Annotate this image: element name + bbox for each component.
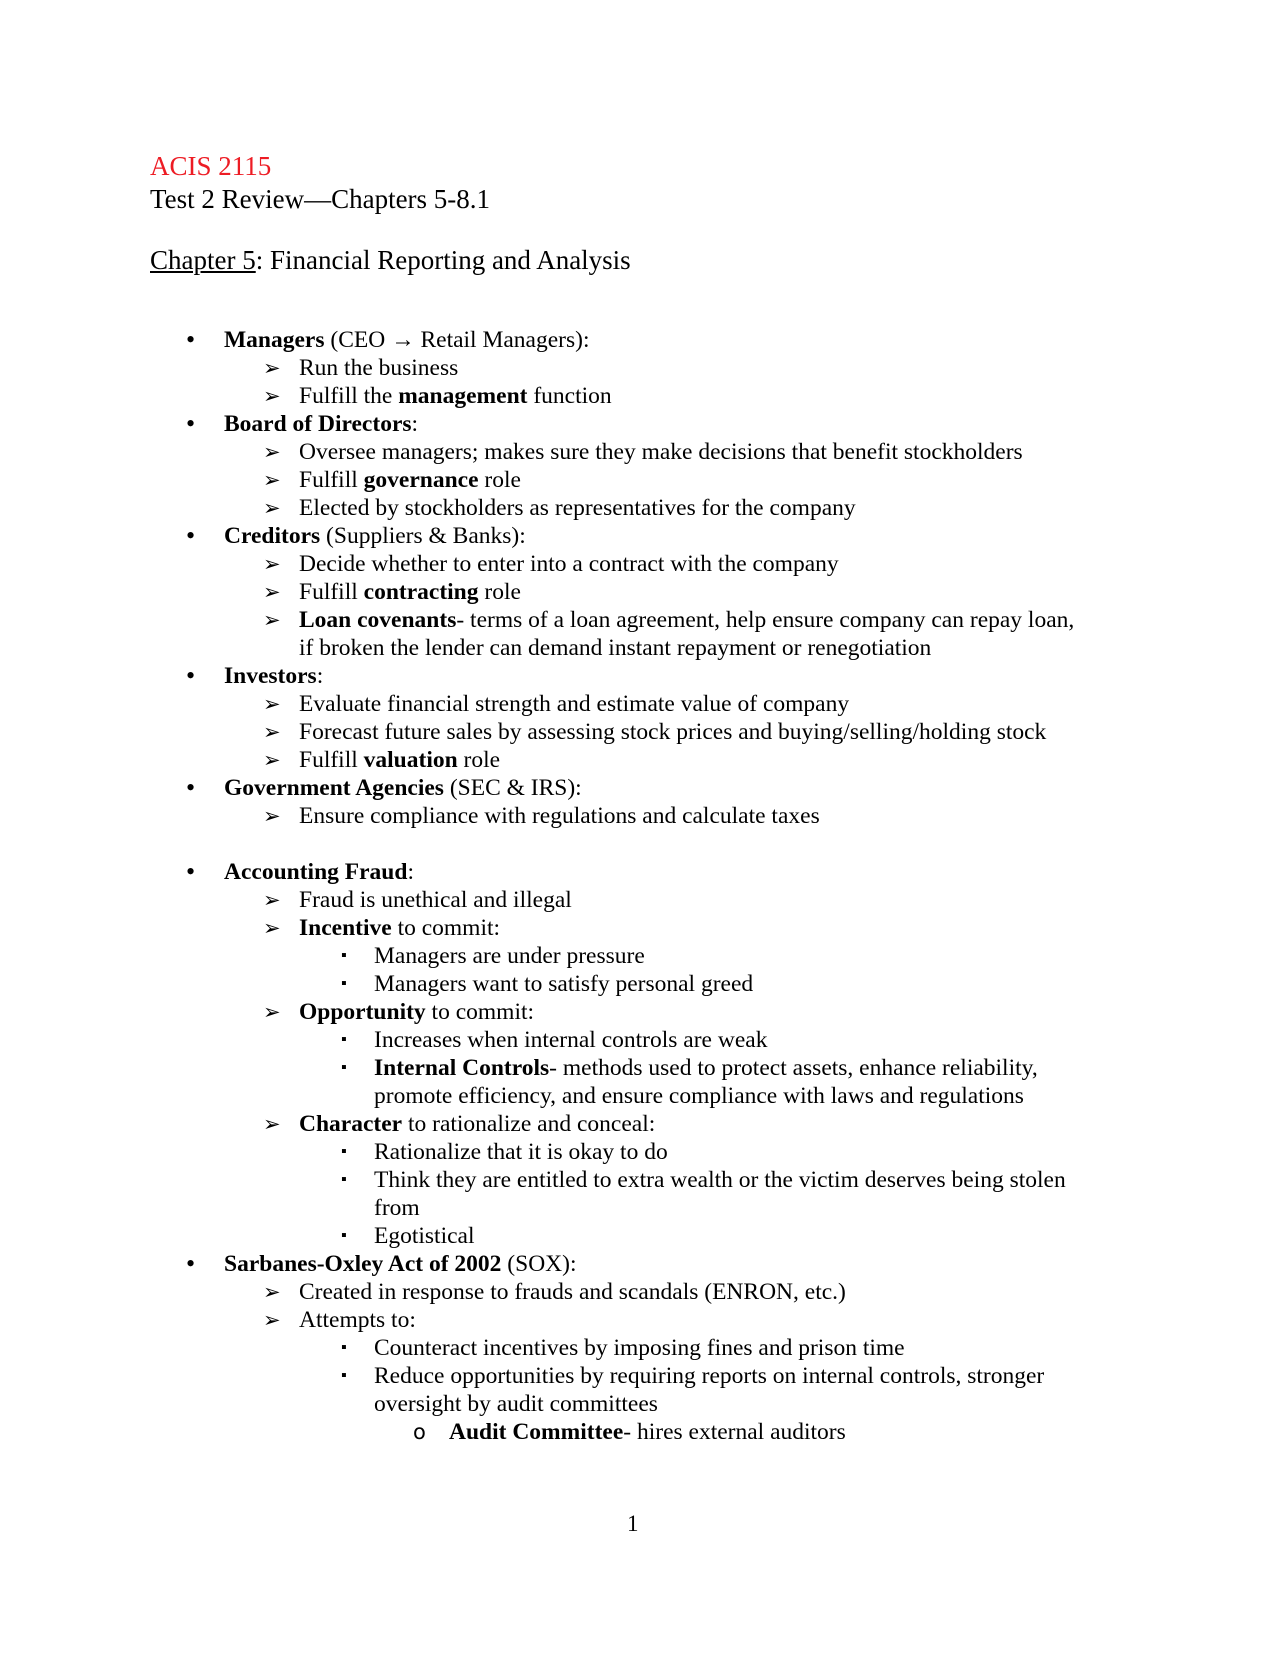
text: role bbox=[478, 467, 521, 493]
bullet-managers bbox=[186, 325, 590, 354]
text: to rationalize and conceal: bbox=[402, 1111, 656, 1137]
text: Fraud is unethical and illegal bbox=[299, 887, 572, 913]
arrow-bullet: ➢ bbox=[263, 692, 281, 716]
arrow-bullet: ➢ bbox=[263, 1112, 281, 1136]
square-bullet: ▪ bbox=[341, 975, 347, 992]
document-subtitle: Test 2 Review—Chapters 5-8.1 bbox=[150, 184, 491, 214]
text: Oversee managers; makes sure they make decisions that benefit stockholders bbox=[299, 439, 1023, 465]
square-bullet: ▪ bbox=[341, 947, 347, 964]
arrow-bullet: ➢ bbox=[263, 916, 281, 940]
arrow-bullet: ➢ bbox=[263, 356, 281, 380]
text: (SEC & IRS): bbox=[443, 775, 582, 801]
list-item bbox=[263, 466, 521, 494]
arrow-bullet: ➢ bbox=[263, 1000, 281, 1024]
list-item bbox=[263, 606, 1075, 634]
term: Board of Directors bbox=[224, 411, 412, 437]
text: Managers are under pressure bbox=[374, 943, 645, 969]
arrow-bullet: ➢ bbox=[263, 468, 281, 492]
list-item bbox=[341, 970, 754, 998]
text: Attempts to: bbox=[299, 1307, 416, 1333]
term: Loan covenants bbox=[299, 607, 457, 633]
bullet-government bbox=[186, 773, 582, 802]
square-bullet: ▪ bbox=[341, 1339, 347, 1356]
text: Decide whether to enter into a contract with the company bbox=[299, 551, 839, 577]
list-item bbox=[341, 1222, 475, 1250]
list-item bbox=[341, 1138, 668, 1166]
list-item bbox=[263, 718, 1047, 746]
list-item bbox=[341, 1334, 905, 1362]
list-item bbox=[413, 1418, 846, 1446]
chapter-heading bbox=[150, 244, 631, 277]
term: Incentive bbox=[299, 915, 392, 941]
disc-bullet: • bbox=[186, 773, 196, 802]
bullet-investors bbox=[186, 661, 324, 690]
square-bullet: ▪ bbox=[341, 1171, 347, 1188]
text: Think they are entitled to extra wealth or the victim deserves being stolen bbox=[374, 1167, 1066, 1193]
square-bullet: ▪ bbox=[341, 1367, 347, 1384]
arrow-bullet: ➢ bbox=[263, 496, 281, 520]
disc-bullet: • bbox=[186, 661, 196, 690]
arrow-bullet: ➢ bbox=[263, 804, 281, 828]
arrow-bullet: ➢ bbox=[263, 440, 281, 464]
disc-bullet: • bbox=[186, 521, 196, 550]
bullet-sox bbox=[186, 1249, 577, 1278]
term: Character bbox=[299, 1111, 403, 1137]
list-item bbox=[263, 354, 459, 382]
text: function bbox=[527, 383, 612, 409]
text: - terms of a loan agreement, help ensure company can repay loan, bbox=[456, 607, 1075, 633]
arrow-bullet: ➢ bbox=[263, 720, 281, 744]
list-item bbox=[263, 494, 856, 522]
text: Counteract incentives by imposing fines and prison time bbox=[374, 1335, 905, 1361]
bullet-board bbox=[186, 409, 419, 438]
text: Managers want to satisfy personal greed bbox=[374, 971, 754, 997]
text: Forecast future sales by assessing stock prices and buying/selling/holding stock bbox=[299, 719, 1047, 745]
list-item-continuation: from bbox=[374, 1195, 420, 1221]
arrow-bullet: ➢ bbox=[263, 384, 281, 408]
arrow-bullet: ➢ bbox=[263, 552, 281, 576]
list-item bbox=[263, 382, 612, 410]
list-item bbox=[341, 1054, 1038, 1082]
text: (CEO → Retail Managers): bbox=[324, 327, 590, 353]
disc-bullet: • bbox=[186, 857, 196, 886]
text: (Suppliers & Banks): bbox=[320, 523, 526, 549]
term: Audit Committee bbox=[449, 1419, 624, 1445]
square-bullet: ▪ bbox=[341, 1031, 347, 1048]
text: role bbox=[478, 579, 521, 605]
list-item bbox=[263, 1110, 656, 1138]
term: Managers bbox=[224, 327, 325, 353]
text: Fulfill bbox=[299, 579, 364, 605]
text: Fulfill bbox=[299, 747, 364, 773]
term: Internal Controls bbox=[374, 1055, 550, 1081]
text: Run the business bbox=[299, 355, 459, 381]
text: Rationalize that it is okay to do bbox=[374, 1139, 668, 1165]
text: Created in response to frauds and scandals (ENRON, etc.) bbox=[299, 1279, 846, 1305]
text: - methods used to protect assets, enhance reliability, bbox=[549, 1055, 1038, 1081]
term: Creditors bbox=[224, 523, 321, 549]
text: Elected by stockholders as representatives for the company bbox=[299, 495, 856, 521]
chapter-title: : Financial Reporting and Analysis bbox=[255, 245, 631, 275]
arrow-bullet: ➢ bbox=[263, 580, 281, 604]
arrow-bullet: ➢ bbox=[263, 1280, 281, 1304]
term: Accounting Fraud bbox=[224, 859, 408, 885]
list-item bbox=[263, 690, 850, 718]
text: : bbox=[407, 859, 414, 885]
text: Evaluate financial strength and estimate value of company bbox=[299, 691, 850, 717]
term: Investors bbox=[224, 663, 317, 689]
text: (SOX): bbox=[501, 1251, 577, 1277]
text: Fulfill bbox=[299, 467, 364, 493]
text: Egotistical bbox=[374, 1223, 475, 1249]
list-item bbox=[263, 746, 501, 774]
term: management bbox=[398, 383, 528, 409]
arrow-bullet: ➢ bbox=[263, 888, 281, 912]
square-bullet: ▪ bbox=[341, 1059, 347, 1076]
list-item bbox=[263, 438, 1023, 466]
text: : bbox=[316, 663, 324, 689]
term: Opportunity bbox=[299, 999, 426, 1025]
text: to commit: bbox=[425, 999, 535, 1025]
text: Increases when internal controls are weak bbox=[374, 1027, 768, 1053]
arrow-bullet: ➢ bbox=[263, 748, 281, 772]
text: Ensure compliance with regulations and calculate taxes bbox=[299, 803, 820, 829]
text: - hires external auditors bbox=[623, 1419, 846, 1445]
page-number: 1 bbox=[627, 1511, 639, 1536]
list-item bbox=[263, 886, 572, 914]
text: Reduce opportunities by requiring reports on internal controls, stronger bbox=[374, 1363, 1045, 1389]
list-item bbox=[263, 550, 839, 578]
arrow-bullet: ➢ bbox=[263, 1308, 281, 1332]
circle-bullet: o bbox=[413, 1420, 426, 1444]
disc-bullet: • bbox=[186, 409, 196, 438]
chapter-label: Chapter 5 bbox=[150, 245, 256, 275]
list-item bbox=[263, 1306, 416, 1334]
list-item bbox=[341, 1362, 1045, 1390]
term: valuation bbox=[363, 747, 458, 773]
list-item bbox=[263, 998, 535, 1026]
term: contracting bbox=[363, 579, 479, 605]
list-item bbox=[341, 942, 645, 970]
square-bullet: ▪ bbox=[341, 1227, 347, 1244]
text: Fulfill the bbox=[299, 383, 399, 409]
course-title: ACIS 2115 bbox=[150, 151, 272, 181]
bullet-accounting-fraud bbox=[186, 857, 414, 886]
text: role bbox=[457, 747, 501, 773]
term: governance bbox=[363, 467, 479, 493]
list-item bbox=[263, 914, 501, 942]
list-item bbox=[263, 802, 820, 830]
text: : bbox=[411, 411, 419, 437]
list-item bbox=[341, 1166, 1066, 1194]
list-item bbox=[341, 1026, 768, 1054]
list-item bbox=[263, 1278, 846, 1306]
text: to commit: bbox=[391, 915, 501, 941]
list-item-continuation: if broken the lender can demand instant repayment or renegotiation bbox=[299, 635, 932, 661]
disc-bullet: • bbox=[186, 325, 196, 354]
list-item bbox=[263, 578, 521, 606]
term: Sarbanes-Oxley Act of 2002 bbox=[224, 1251, 502, 1277]
term: Government Agencies bbox=[224, 775, 444, 801]
disc-bullet: • bbox=[186, 1249, 196, 1278]
arrow-bullet: ➢ bbox=[263, 608, 281, 632]
list-item-continuation: oversight by audit committees bbox=[374, 1391, 658, 1417]
square-bullet: ▪ bbox=[341, 1143, 347, 1160]
bullet-creditors bbox=[186, 521, 526, 550]
list-item-continuation: promote efficiency, and ensure compliance with laws and regulations bbox=[374, 1083, 1024, 1109]
